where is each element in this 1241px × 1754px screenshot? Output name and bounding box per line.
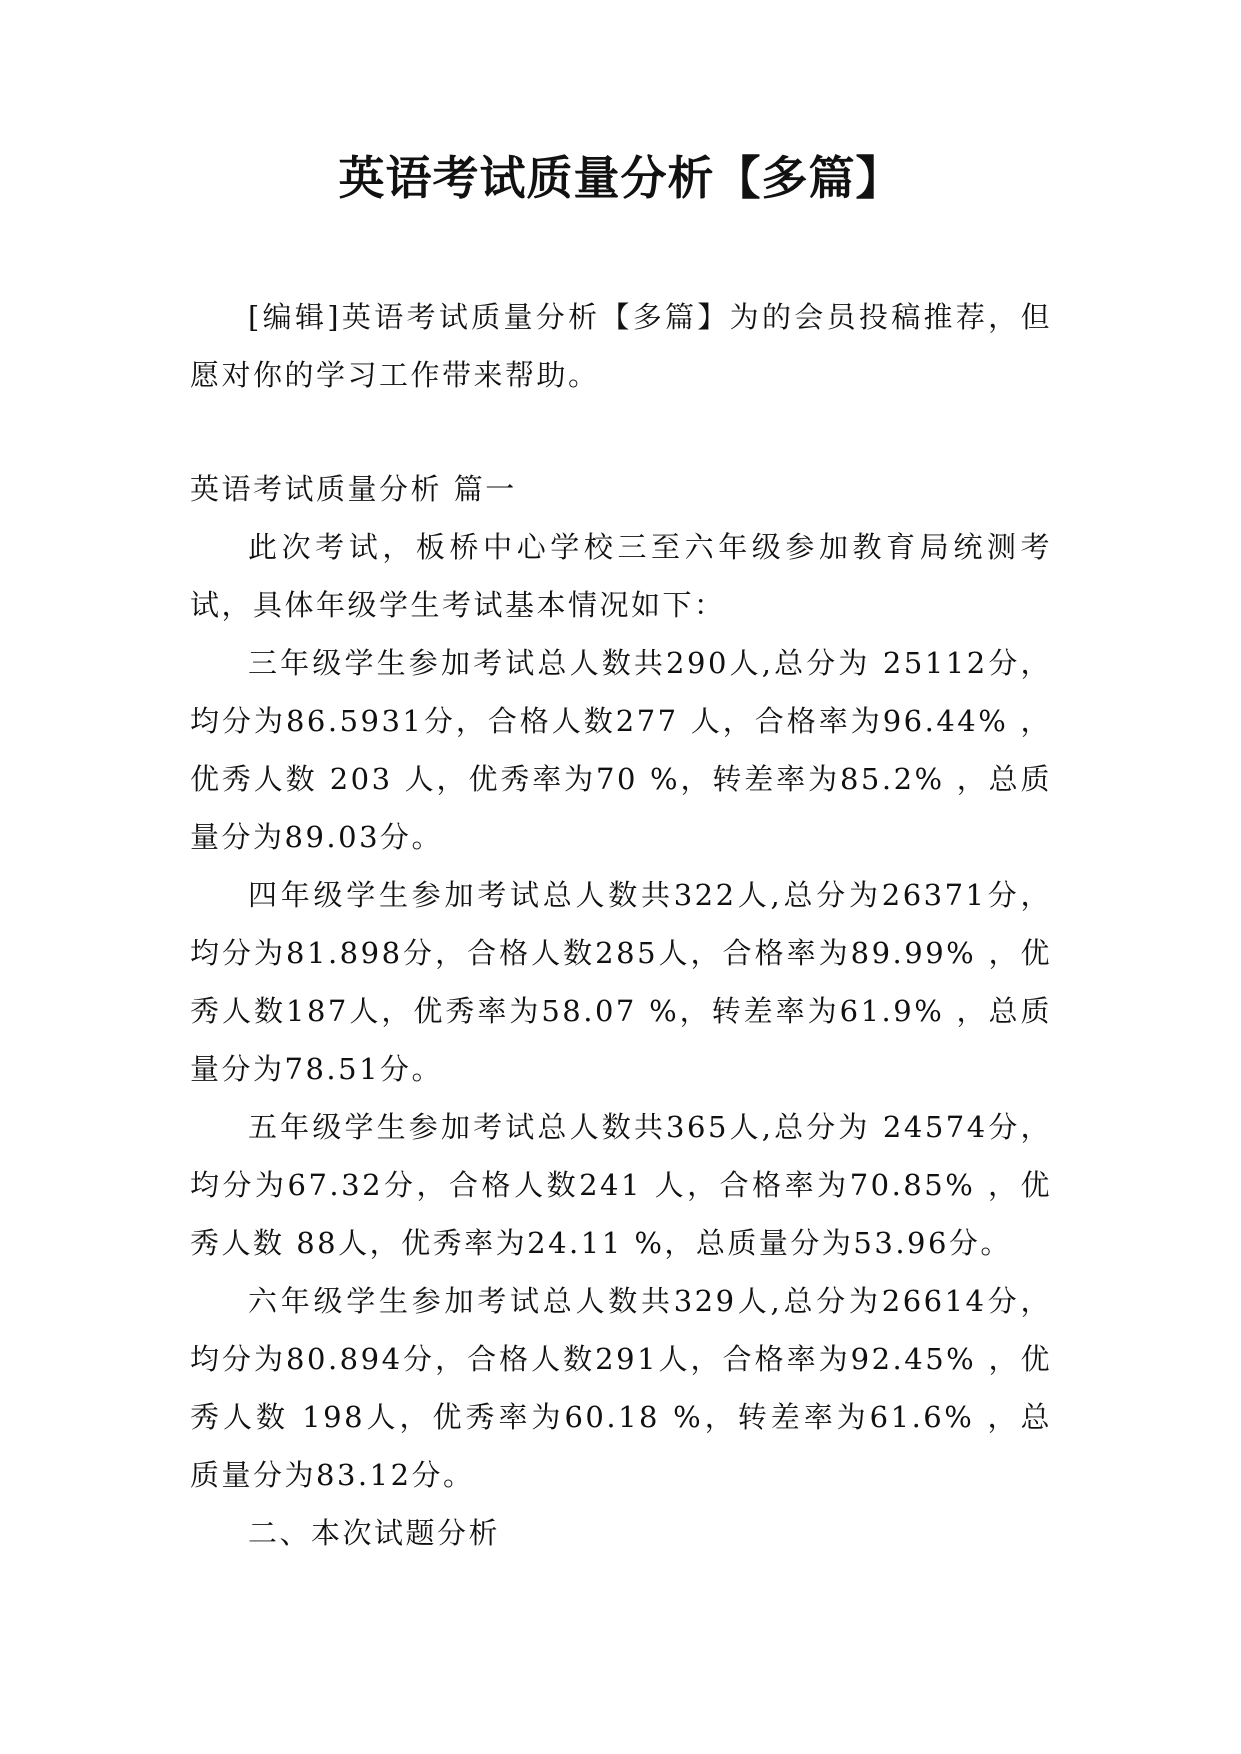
subheading-test-analysis: 二、本次试题分析	[248, 1516, 501, 1550]
paragraph-grade-four: 四年级学生参加考试总人数共322人,总分为26371分，均分为81.898分，合格人数285人，合格率为89.99% ，优秀人数187人，优秀率为58.07 %，转差率为61.9% ，总质量分为78.51分。	[190, 878, 1052, 1086]
paragraph-overview: 此次考试，板桥中心学校三至六年级参加教育局统测考试，具体年级学生考试基本情况如下：	[190, 530, 1052, 622]
paragraph-grade-three: 三年级学生参加考试总人数共290人,总分为 25112分，均分为86.5931分，合格人数277 人，合格率为96.44% ，优秀人数 203 人，优秀率为70 %，转差率为85.2% ，总质量分为89.03分。	[190, 646, 1052, 854]
document-title: 英语考试质量分析【多篇】	[338, 151, 903, 205]
section-heading: 英语考试质量分析 篇一	[190, 472, 517, 506]
intro-paragraph: [编辑]英语考试质量分析【多篇】为的会员投稿推荐，但愿对你的学习工作带来帮助。	[190, 300, 1052, 392]
paragraph-grade-five: 五年级学生参加考试总人数共365人,总分为 24574分，均分为67.32分，合格人数241 人，合格率为70.85% ，优秀人数 88人，优秀率为24.11 %，总质量分为53.96分。	[190, 1110, 1052, 1260]
paragraph-grade-six: 六年级学生参加考试总人数共329人,总分为26614分，均分为80.894分，合格人数291人，合格率为92.45% ，优秀人数 198人，优秀率为60.18 %，转差率为61.6% ，总质量分为83.12分。	[190, 1284, 1052, 1492]
intro-block	[190, 288, 1052, 404]
section-one	[190, 460, 1052, 1562]
